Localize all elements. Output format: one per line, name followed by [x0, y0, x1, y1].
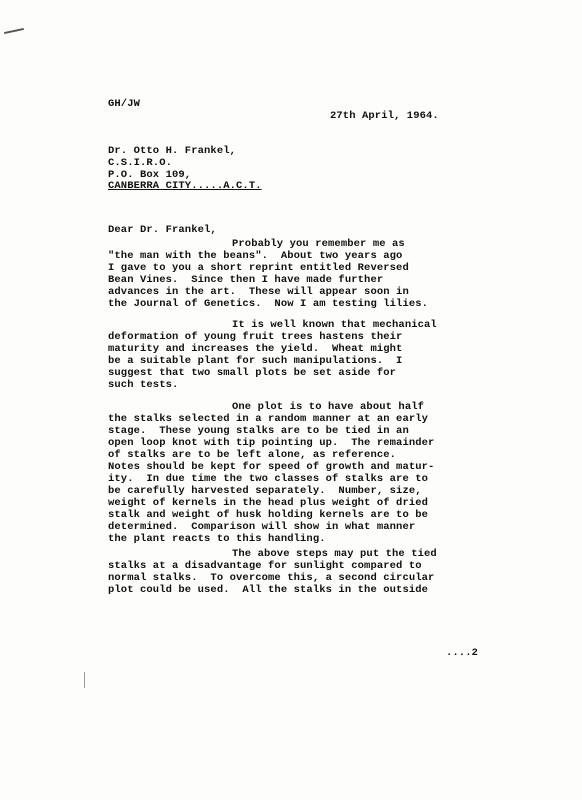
body-line: It is well known that mechanical: [232, 319, 437, 331]
body-line: suggest that two small plots be set aside for: [108, 367, 397, 379]
body-line: Bean Vines. Since then I have made further: [108, 274, 384, 286]
body-line: the plant reacts to this handling.: [108, 533, 326, 545]
body-line: the Journal of Genetics. Now I am testing lilies.: [108, 298, 429, 310]
body-line: open loop knot with tip pointing up. The remainder: [108, 437, 435, 449]
body-line: be a suitable plant for such manipulations. I: [108, 355, 403, 367]
body-line: I gave to you a short reprint entitled Reversed: [108, 262, 409, 274]
body-line: stage. These young stalks are to be tied in an: [108, 425, 409, 437]
body-line: stalk and weight of husk holding kernels are to be: [108, 509, 429, 521]
body-line: One plot is to have about half: [232, 401, 425, 413]
body-line: advances in the art. These will appear soon in: [108, 286, 409, 298]
body-line: ity. In due time the two classes of stalks are to: [108, 473, 429, 485]
reference-code: GH/JW: [108, 98, 141, 110]
body-line: Notes should be kept for speed of growth and matur-: [108, 461, 435, 473]
body-line: maturity and increases the yield. Wheat might: [108, 343, 403, 355]
body-line: stalks at a disadvantage for sunlight compared to: [108, 560, 422, 572]
body-line: deformation of young fruit trees hastens their: [108, 331, 403, 343]
letter-date: 27th April, 1964.: [330, 110, 439, 122]
body-line: "the man with the beans". About two years ago: [108, 250, 403, 262]
body-line: weight of kernels in the head plus weight of dried: [108, 497, 429, 509]
address-line: CANBERRA CITY.....A.C.T.: [108, 180, 262, 192]
body-line: plot could be used. All the stalks in the outside: [108, 584, 429, 596]
scan-margin-mark: [84, 672, 85, 688]
address-line: Dr. Otto H. Frankel,: [108, 145, 237, 157]
salutation: Dear Dr. Frankel,: [108, 224, 217, 236]
body-line: normal stalks. To overcome this, a second circular: [108, 572, 435, 584]
page-continuation: ....2: [446, 647, 479, 659]
scan-smudge: [4, 28, 24, 34]
body-line: of stalks are to be left alone, as reference.: [108, 449, 397, 461]
body-line: Probably you remember me as: [232, 238, 405, 250]
body-line: such tests.: [108, 379, 179, 391]
body-line: be carefully harvested separately. Number, size,: [108, 485, 422, 497]
body-line: The above steps may put the tied: [232, 548, 437, 560]
body-line: the stalks selected in a random manner at an early: [108, 413, 429, 425]
address-line: C.S.I.R.O.: [108, 157, 173, 169]
body-line: determined. Comparison will show in what manner: [108, 521, 416, 533]
address-line: P.O. Box 109,: [108, 169, 192, 181]
